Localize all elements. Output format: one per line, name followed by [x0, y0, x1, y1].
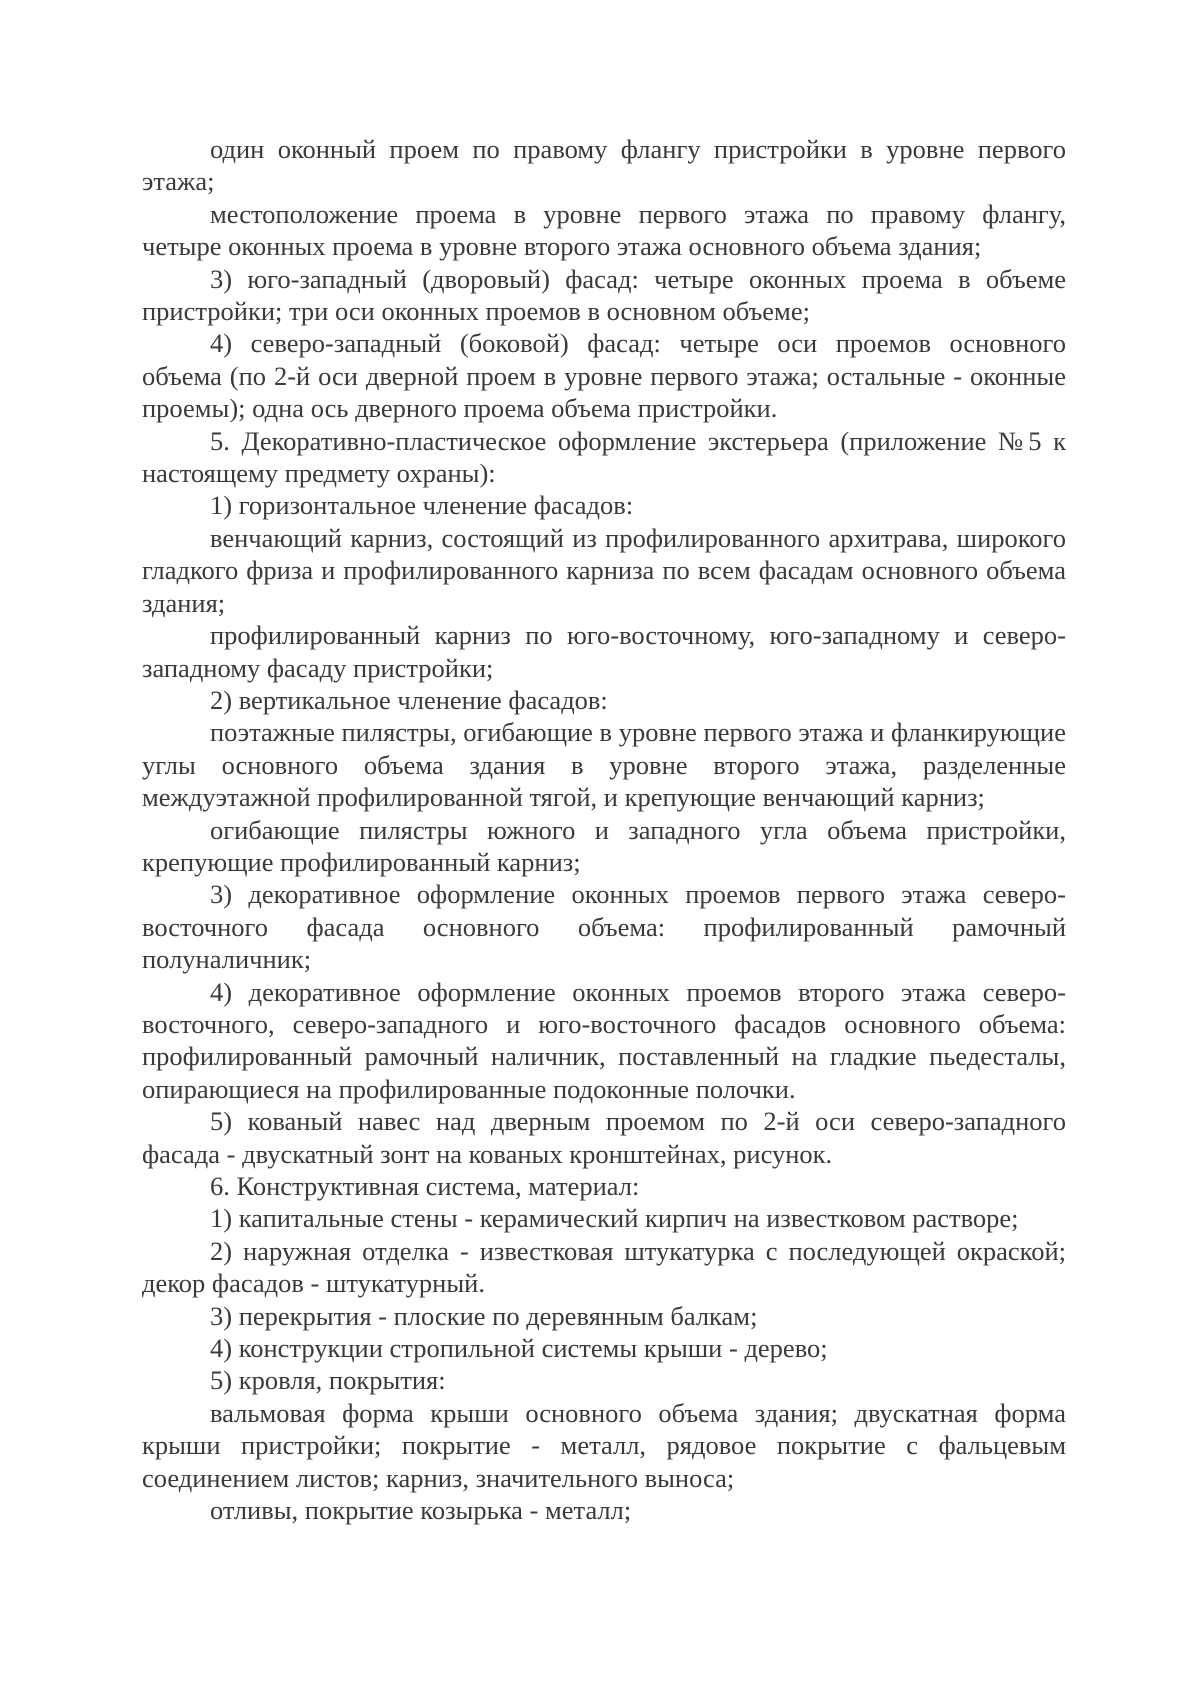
paragraph: 1) капитальные стены - керамический кирпич на известковом растворе;: [210, 1203, 1019, 1234]
paragraph: профилированный карниз по юго-восточному, юго-западному и северо-западному фасаду пристройки;: [142, 620, 1066, 683]
paragraph: 3) перекрытия - плоские по деревянным балкам;: [210, 1300, 758, 1331]
paragraph: 5. Декоративно-пластическое оформление экстерьера (приложение №5 к настоящему предмету охраны):: [142, 425, 1066, 489]
paragraph: огибающие пилястры южного и западного угла объема пристройки, крепующие профилированный карниз;: [142, 814, 1066, 877]
paragraph: 4) декоративное оформление оконных проемов второго этажа северо-восточного, северо-западного и юго-восточного фасадов основного объема: профилированный рамочный наличник, поставленный на гладкие пьедесталы, опирающиеся на профилированные подоконные полочки.: [142, 976, 1066, 1104]
paragraph: местоположение проема в уровне первого этажа по правому флангу, четыре оконных проема в уровне второго этажа основного объема здания;: [142, 198, 1066, 262]
paragraph: 5) кованый навес над дверным проемом по 2-й оси северо-западного фасада - двускатный зонт на кованых кронштейнах, рисунок.: [142, 1106, 1066, 1169]
paragraph: 4) северо-западный (боковой) фасад: четыре оси проемов основного объема (по 2-й оси дверной проем в уровне первого этажа; остальные - оконные проемы); одна ось дверного проема объема пристройки.: [142, 328, 1066, 424]
paragraph: поэтажные пилястры, огибающие в уровне первого этажа и фланкирующие углы основного объема здания в уровне второго этажа, разделенные междуэтажной профилированной тягой, и крепующие венчающий карниз;: [142, 717, 1066, 813]
document-page: [142, 133, 1066, 1526]
paragraph: 2) вертикальное членение фасадов:: [210, 684, 608, 715]
paragraph: один оконный проем по правому флангу пристройки в уровне первого этажа;: [142, 134, 1066, 197]
paragraph: отливы, покрытие козырька - металл;: [210, 1495, 632, 1526]
paragraph: 2) наружная отделка - известковая штукатурка с последующей окраской; декор фасадов - штукатурный.: [142, 1235, 1066, 1299]
paragraph: 3) декоративное оформление оконных проемов первого этажа северо-восточного фасада основного объема: профилированный рамочный полуналичник;: [142, 879, 1066, 975]
paragraph: 4) конструкции стропильной системы крыши - дерево;: [210, 1333, 828, 1364]
paragraph: венчающий карниз, состоящий из профилированного архитрава, широкого гладкого фриза и профилированного карниза по всем фасадам основного объема здания;: [142, 522, 1066, 618]
paragraph: 5) кровля, покрытия:: [210, 1365, 446, 1396]
paragraph: вальмовая форма крыши основного объема здания; двускатная форма крыши пристройки; покрытие - металл, рядовое покрытие с фальцевым соединением листов; карниз, значительного выноса;: [142, 1397, 1066, 1493]
paragraph: 3) юго-западный (дворовый) фасад: четыре оконных проема в объеме пристройки; три оси оконных проемов в основном объеме;: [142, 263, 1066, 327]
paragraph: 6. Конструктивная система, материал:: [210, 1171, 640, 1201]
paragraph: 1) горизонтальное членение фасадов:: [210, 490, 634, 521]
